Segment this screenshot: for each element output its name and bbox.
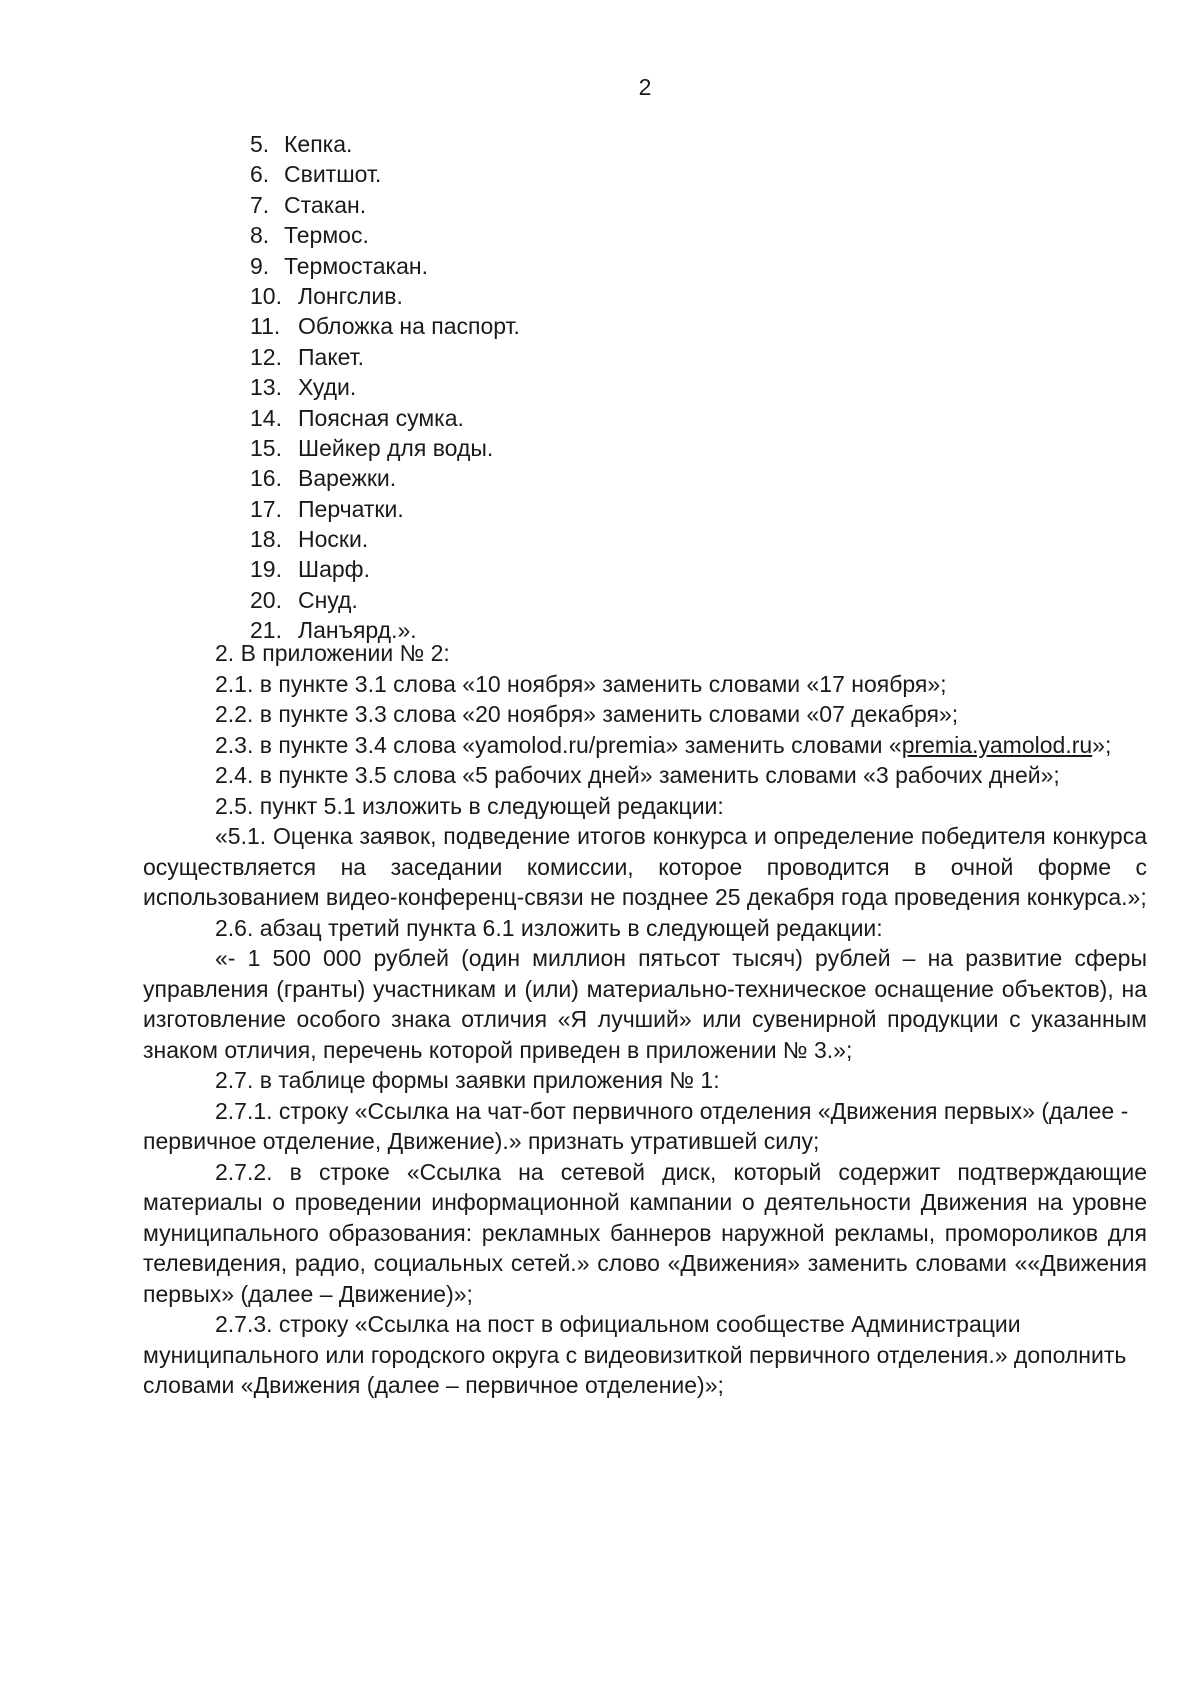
list-item-number: 11.	[250, 313, 281, 340]
list-item-text: Варежки.	[298, 465, 397, 492]
list-item-text: Поясная сумка.	[298, 404, 464, 431]
list-item-number: 18.	[250, 526, 282, 553]
list-item-text: Носки.	[298, 526, 369, 553]
list-item-number: 7.	[250, 191, 270, 218]
list-item-text: Худи.	[298, 374, 357, 401]
quoted-paragraph-6-1: «- 1 500 000 рублей (один миллион пятьсот тысяч) рублей – на развитие сферы управления (гранты) участникам и (или) материально-техническое оснащение объектов), на изготовление особого знака отличия «Я лучший» или сувенирной продукции с указанным знаком отличия, перечень которой приведен в приложении № 3.»;	[143, 945, 1147, 1063]
list-item-text: Термостакан.	[284, 252, 428, 279]
paragraph-2-3	[143, 730, 1147, 761]
list-item-text: Перчатки.	[298, 495, 404, 522]
list-item-text: Кепка.	[284, 131, 353, 157]
list-item-text: Термос.	[284, 222, 369, 249]
paragraph-2-7-1: 2.7.1. строку «Ссылка на чат-бот первичного отделения «Движения первых» (далее - первичное отделение, Движение).» признать утратившей силу;	[143, 1097, 1129, 1154]
quoted-paragraph-5-1: «5.1. Оценка заявок, подведение итогов конкурса и определение победителя конкурса осуществляется на заседании комиссии, которое проводится в очной форме с использованием видео-конференц-связи не позднее 25 декабря года проведения конкурса.»;	[143, 823, 1147, 910]
list-item-text: Стакан.	[284, 191, 367, 218]
list-item-number: 9.	[250, 252, 270, 279]
list-item-number: 5.	[250, 131, 270, 157]
list-item-number: 10.	[250, 282, 282, 309]
list-item	[250, 311, 520, 341]
list-item-number: 17.	[250, 495, 282, 522]
paragraph-2-7-2: 2.7.2. в строке «Ссылка на сетевой диск, который содержит подтверждающие материалы о проведении информационной кампании о деятельности Движения на уровне муниципального образования: рекламных баннеров наружной рекламы, промороликов для телевидения, радио, социальных сетей.» слово «Движения» заменить словами ««Движения первых» (далее – Движение)»;	[143, 1158, 1147, 1307]
list-item	[250, 554, 520, 584]
list-item-text: Снуд.	[298, 586, 358, 613]
list-item	[250, 281, 520, 311]
list-item-text: Обложка на паспорт.	[298, 313, 520, 340]
list-item-number: 12.	[250, 343, 282, 370]
list-item-number: 16.	[250, 465, 282, 492]
list-item	[250, 129, 520, 159]
paragraph-2-6: 2.6. абзац третий пункта 6.1 изложить в следующей редакции:	[215, 914, 883, 941]
page-number: 2	[638, 74, 652, 100]
paragraph-2-5: 2.5. пункт 5.1 изложить в следующей редакции:	[215, 792, 724, 819]
list-item-number: 20.	[250, 586, 282, 613]
paragraph-2-1: 2.1. в пункте 3.1 слова «10 ноября» заменить словами «17 ноября»;	[215, 670, 947, 697]
list-item-text: Ланъярд.».	[298, 617, 417, 644]
list-item-number: 15.	[250, 434, 282, 461]
list-item	[250, 372, 520, 402]
list-item	[250, 463, 520, 493]
list-item	[250, 403, 520, 433]
list-item	[250, 433, 520, 463]
list-item-number: 19.	[250, 556, 282, 583]
document-body	[143, 638, 1147, 1401]
list-item	[250, 190, 520, 220]
list-item-text: Пакет.	[298, 343, 365, 370]
list-item	[250, 220, 520, 250]
paragraph-2-7: 2.7. в таблице формы заявки приложения № 1:	[215, 1067, 720, 1093]
paragraph-2-2: 2.2. в пункте 3.3 слова «20 ноября» заменить словами «07 декабря»;	[215, 701, 959, 727]
list-item-text: Лонгслив.	[298, 282, 403, 309]
list-item-number: 8.	[250, 222, 270, 249]
premia-link[interactable]: premia.yamolod.ru	[901, 731, 1093, 758]
paragraph-2: 2. В приложении № 2:	[215, 640, 450, 666]
souvenir-list	[250, 129, 520, 646]
list-item-number: 13.	[250, 374, 282, 401]
paragraph-2-3-end: »;	[1092, 731, 1112, 758]
paragraph-2-7-3: 2.7.3. строку «Ссылка на пост в официальном сообществе Администрации муниципального или городского округа с видеовизиткой первичного отделения.» дополнить словами «Движения (далее – первичное отделение)»;	[143, 1311, 1127, 1398]
list-item	[250, 159, 520, 189]
list-item	[250, 251, 520, 281]
list-item-text: Шарф.	[298, 556, 370, 583]
list-item-text: Шейкер для воды.	[298, 434, 494, 461]
list-item-number: 14.	[250, 404, 282, 431]
list-item	[250, 524, 520, 554]
paragraph-2-3-text: 2.3. в пункте 3.4 слова «yamolod.ru/premia» заменить словами «	[215, 731, 902, 758]
list-item	[250, 342, 520, 372]
list-item-text: Свитшот.	[284, 161, 382, 188]
list-item-number: 6.	[250, 161, 270, 188]
list-item-number: 21.	[250, 617, 282, 644]
list-item	[250, 494, 520, 524]
paragraph-2-4: 2.4. в пункте 3.5 слова «5 рабочих дней» заменить словами «3 рабочих дней»;	[215, 762, 1060, 788]
list-item	[250, 585, 520, 615]
